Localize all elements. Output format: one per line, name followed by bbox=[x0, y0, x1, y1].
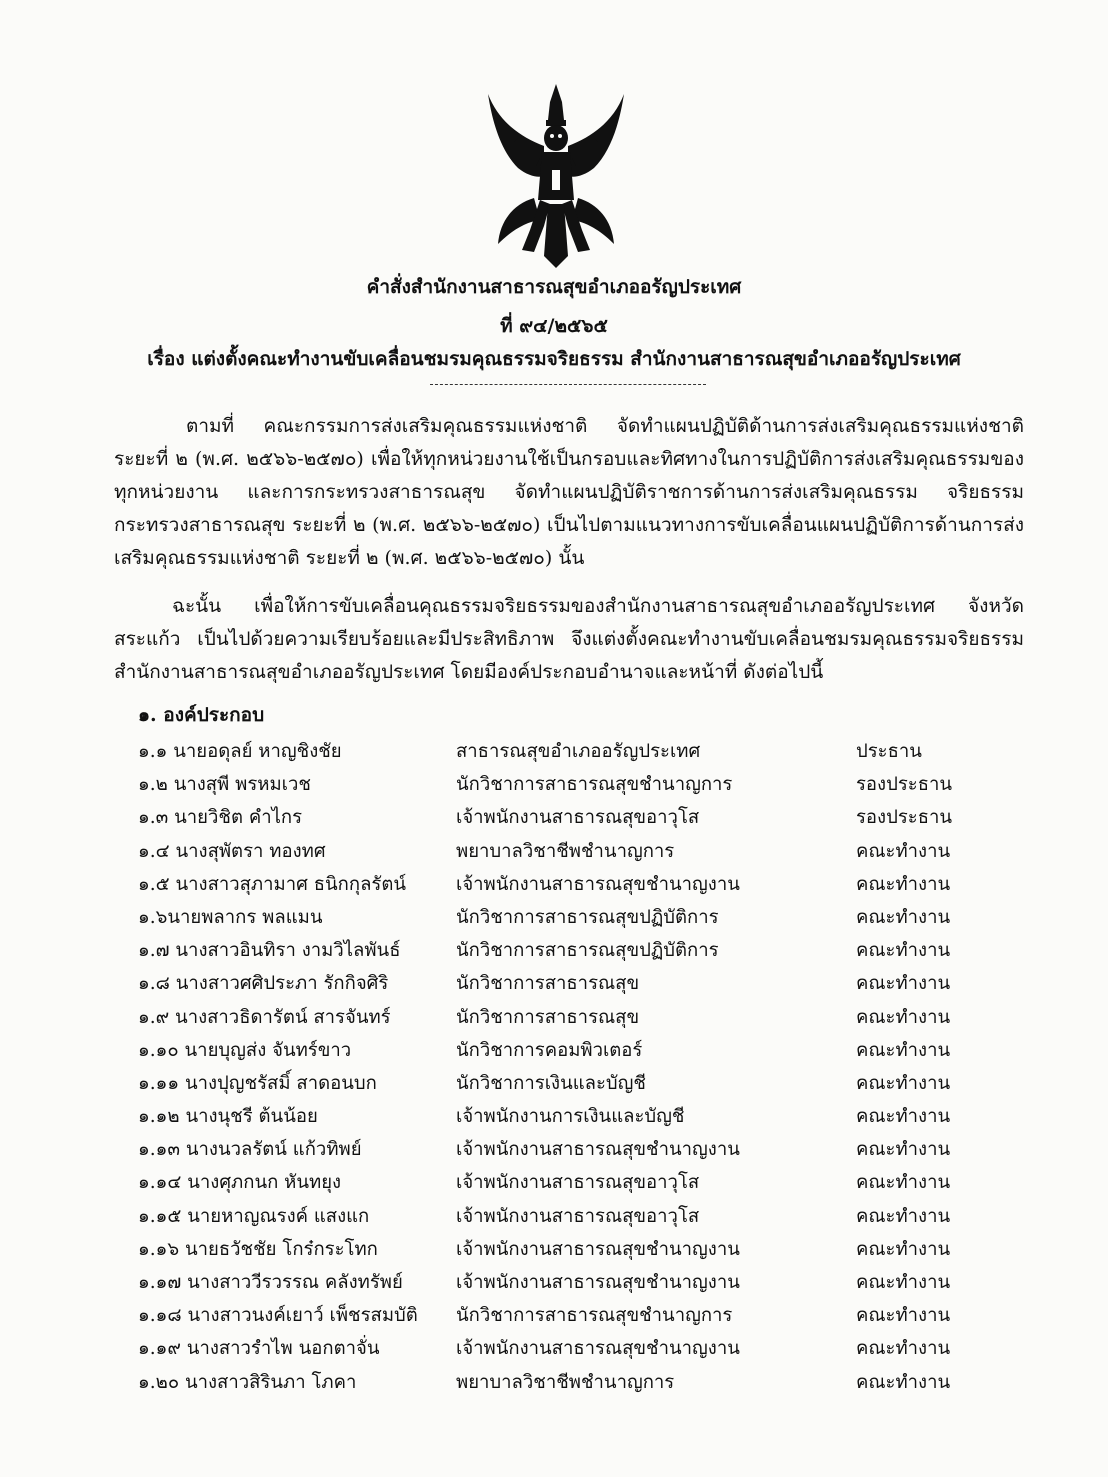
member-position: เจ้าพนักงานสาธารณสุขชำนาญงาน bbox=[456, 1338, 740, 1360]
member-position: เจ้าพนักงานสาธารณสุขชำนาญงาน bbox=[456, 1139, 740, 1161]
member-row bbox=[138, 868, 998, 901]
member-role: คณะทำงาน bbox=[856, 1106, 951, 1128]
order-subject: เรื่อง แต่งตั้งคณะทำงานขับเคลื่อนชมรมคุณธรรมจริยธรรม สำนักงานสาธารณสุขอำเภออรัญประเทศ bbox=[147, 348, 961, 370]
member-position: เจ้าพนักงานสาธารณสุขชำนาญงาน bbox=[456, 1272, 740, 1293]
member-row bbox=[138, 1001, 998, 1034]
member-name: ๑.๔ นางสุพัตรา ทองทศ bbox=[138, 840, 326, 862]
member-row bbox=[138, 1200, 998, 1233]
member-position: เจ้าพนักงานสาธารณสุขชำนาญงาน bbox=[456, 1238, 740, 1260]
member-name: ๑.๑๖ นายธวัชชัย โกร๋กระโทก bbox=[138, 1238, 378, 1260]
member-position: เจ้าพนักงานสาธารณสุขอาวุโส bbox=[456, 1172, 700, 1194]
member-role: คณะทำงาน bbox=[856, 1172, 951, 1194]
member-row bbox=[138, 1166, 998, 1199]
member-position: นักวิชาการสาธารณสุข bbox=[456, 973, 640, 995]
member-role: รองประธาน bbox=[856, 774, 953, 796]
member-row bbox=[138, 835, 998, 868]
member-position: พยาบาลวิชาชีพชำนาญการ bbox=[456, 1371, 675, 1393]
member-position: นักวิชาการสาธารณสุข bbox=[456, 1006, 640, 1028]
member-role: คณะทำงาน bbox=[856, 973, 951, 995]
member-name: ๑.๑๐ นายบุญส่ง จันทร์ขาว bbox=[138, 1039, 352, 1061]
member-position: พยาบาลวิชาชีพชำนาญการ bbox=[456, 840, 675, 862]
member-role: คณะทำงาน bbox=[856, 1338, 951, 1360]
member-name: ๑.๑๑ นางปุญชรัสมิ์ สาดอนบก bbox=[138, 1072, 377, 1094]
member-position: เจ้าพนักงานสาธารณสุขชำนาญงาน bbox=[456, 873, 740, 895]
member-name: ๑.๗ นางสาวอินทิรา งามวิไลพันธ์ bbox=[138, 940, 401, 962]
member-row bbox=[138, 901, 998, 934]
member-name: ๑.๑๘ นางสาวนงค์เยาว์ เพ็ชรสมบัติ bbox=[138, 1305, 418, 1327]
member-role: คณะทำงาน bbox=[856, 1238, 951, 1260]
member-position: นักวิชาการสาธารณสุขชำนาญการ bbox=[456, 1305, 733, 1327]
order-number: ที่ ๙๔/๒๕๖๕ bbox=[500, 315, 608, 337]
member-row bbox=[138, 967, 998, 1000]
member-role: คณะทำงาน bbox=[856, 1039, 951, 1061]
member-role: คณะทำงาน bbox=[856, 1139, 951, 1161]
member-position: นักวิชาการสาธารณสุขชำนาญการ bbox=[456, 774, 733, 796]
member-role: คณะทำงาน bbox=[856, 1272, 951, 1293]
member-row bbox=[138, 1100, 998, 1133]
garuda-emblem-icon bbox=[478, 80, 634, 270]
member-name: ๑.๑ นายอดุลย์ หาญชิงชัย bbox=[138, 741, 342, 762]
member-role: คณะทำงาน bbox=[856, 906, 951, 928]
member-name: ๑.๖นายพลากร พลแมน bbox=[138, 906, 323, 928]
member-name: ๑.๒ นางสุพี พรหมเวช bbox=[138, 774, 311, 796]
member-role: คณะทำงาน bbox=[856, 1072, 951, 1094]
member-name: ๑.๑๙ นางสาวรำไพ นอกตาจั่น bbox=[138, 1338, 380, 1360]
member-role: คณะทำงาน bbox=[856, 1205, 951, 1227]
member-name: ๑.๑๗ นางสาววีรวรรณ คลังทรัพย์ bbox=[138, 1272, 403, 1293]
order-title: คำสั่งสำนักงานสาธารณสุขอำเภออรัญประเทศ bbox=[366, 276, 742, 298]
member-list bbox=[138, 735, 998, 1399]
member-row bbox=[138, 1299, 998, 1332]
member-row bbox=[138, 768, 998, 801]
member-name: ๑.๒๐ นางสาวสิรินภา โภคา bbox=[138, 1371, 357, 1393]
member-name: ๑.๑๓ นางนวลรัตน์ แก้วทิพย์ bbox=[138, 1139, 362, 1161]
member-row bbox=[138, 1133, 998, 1166]
member-position: เจ้าพนักงานสาธารณสุขอาวุโส bbox=[456, 1205, 700, 1227]
member-role: คณะทำงาน bbox=[856, 1006, 951, 1028]
member-position: นักวิชาการสาธารณสุขปฏิบัติการ bbox=[456, 906, 719, 928]
member-name: ๑.๘ นางสาวศศิประภา รักกิจศิริ bbox=[138, 973, 389, 995]
member-position: เจ้าพนักงานการเงินและบัญชี bbox=[456, 1106, 685, 1128]
member-row bbox=[138, 1366, 998, 1399]
member-row bbox=[138, 1266, 998, 1299]
member-row bbox=[138, 801, 998, 834]
member-position: สาธารณสุขอำเภออรัญประเทศ bbox=[456, 741, 701, 762]
member-row bbox=[138, 735, 998, 768]
member-role: รองประธาน bbox=[856, 807, 953, 829]
paragraph-background: ตามที่ คณะกรรมการส่งเสริมคุณธรรมแห่งชาติ จัดทำแผนปฏิบัติด้านการส่งเสริมคุณธรรมแห่งชาติ ระยะที่ ๒ (พ.ศ. ๒๕๖๖-๒๕๗๐) เพื่อให้ทุกหน่วยงานใช้เป็นกรอบและทิศทางในการปฏิบัติการส่งเสริมคุณธรรมของทุกหน่วยงาน และการกระทรวงสาธารณสุข จัดทำแผนปฏิบัติราชการด้านการส่งเสริมคุณธรรม จริยธรรม กระทรวงสาธารณสุข ระยะที่ ๒ (พ.ศ. ๒๕๖๖-๒๕๗๐) เป็นไปตามแนวทางการขับเคลื่อนแผนปฏิบัติการด้านการส่งเสริมคุณธรรมแห่งชาติ ระยะที่ ๒ (พ.ศ. ๒๕๖๖-๒๕๗๐) นั้น bbox=[114, 415, 1024, 569]
member-name: ๑.๓ นายวิชิต คำไกร bbox=[138, 807, 303, 829]
member-row bbox=[138, 1034, 998, 1067]
member-role: คณะทำงาน bbox=[856, 940, 951, 962]
member-name: ๑.๙ นางสาวธิดารัตน์ สารจันทร์ bbox=[138, 1006, 391, 1028]
member-position: นักวิชาการสาธารณสุขปฏิบัติการ bbox=[456, 940, 719, 962]
section-title: ๑. องค์ประกอบ bbox=[138, 704, 265, 726]
member-role: คณะทำงาน bbox=[856, 873, 951, 895]
member-position: นักวิชาการคอมพิวเตอร์ bbox=[456, 1039, 643, 1061]
paragraph-appointment: ฉะนั้น เพื่อให้การขับเคลื่อนคุณธรรมจริยธรรมของสำนักงานสาธารณสุขอำเภออรัญประเทศ จังหวัดสระแก้ว เป็นไปด้วยความเรียบร้อยและมีประสิทธิภาพ จึงแต่งตั้งคณะทำงานขับเคลื่อนชมรมคุณธรรมจริยธรรม สำนักงานสาธารณสุขอำเภออรัญประเทศ โดยมีองค์ประกอบอำนาจและหน้าที่ ดังต่อไปนี้ bbox=[114, 595, 1024, 683]
member-name: ๑.๑๔ นางศุภกนก หันทยุง bbox=[138, 1172, 342, 1194]
member-role: ประธาน bbox=[856, 741, 922, 762]
title-divider bbox=[430, 384, 706, 385]
member-row bbox=[138, 1233, 998, 1266]
member-row bbox=[138, 1067, 998, 1100]
member-position: นักวิชาการเงินและบัญชี bbox=[456, 1072, 646, 1094]
member-role: คณะทำงาน bbox=[856, 1305, 951, 1327]
member-name: ๑.๑๕ นายหาญณรงค์ แสงแก bbox=[138, 1205, 370, 1227]
member-row bbox=[138, 934, 998, 967]
member-row bbox=[138, 1332, 998, 1365]
member-name: ๑.๑๒ นางนุชรี ต้นน้อย bbox=[138, 1106, 318, 1128]
member-role: คณะทำงาน bbox=[856, 1371, 951, 1393]
member-name: ๑.๕ นางสาวสุภามาศ ธนิกกุลรัตน์ bbox=[138, 873, 406, 895]
member-role: คณะทำงาน bbox=[856, 840, 951, 862]
member-position: เจ้าพนักงานสาธารณสุขอาวุโส bbox=[456, 807, 700, 829]
